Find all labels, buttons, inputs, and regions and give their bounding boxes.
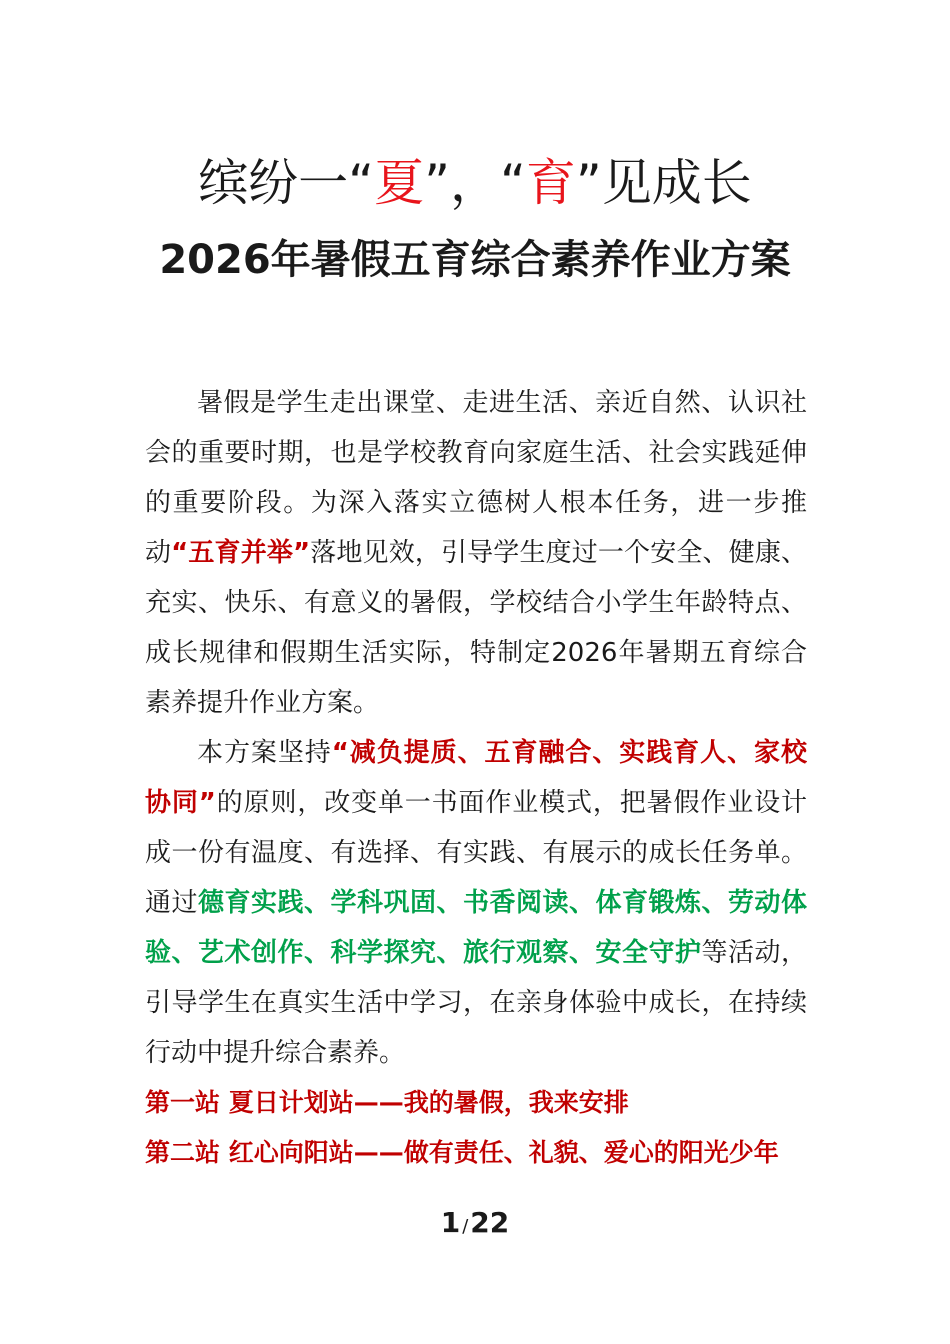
document-title-line1 [0, 148, 950, 218]
page-separator: / [462, 1216, 469, 1237]
para1-emphasis-wuyu: “五育并举” [171, 538, 311, 568]
paragraph-intro [145, 378, 807, 728]
station-heading-1: 第一站 夏日计划站——我的暑假，我来安排 [145, 1088, 629, 1117]
title-highlight-xia: 夏 [374, 154, 425, 212]
title-part-a: 缤纷一“ [198, 154, 375, 212]
document-body [145, 378, 807, 1178]
para2-text-2: 的原则，改变单一书面作业模式，把暑假作业设计成一份有温度、有选择、有实践、有展示的成长任务单。通过 [145, 788, 807, 918]
para2-emphasis-activities: 德育实践、学科巩固、书香阅读、体育锻炼、劳动体验、艺术创作、科学探究、旅行观察、安全守护 [145, 888, 807, 968]
para1-text-2: 落地见效，引导学生度过一个安全、健康、充实、快乐、有意义的暑假，学校结合小学生年龄特点、成长规律和假期生活实际，特制定2026年暑期五育综合素养提升作业方案。 [145, 538, 807, 718]
page-current: 1 [440, 1206, 461, 1239]
para2-emphasis-principles: “减负提质、五育融合、实践育人、家校协同” [145, 738, 807, 818]
document-title-line2: 2026年暑假五育综合素养作业方案 [159, 237, 791, 283]
paragraph-principles [145, 728, 807, 1078]
station-heading-2: 第二站 红心向阳站——做有责任、礼貌、爱心的阳光少年 [145, 1138, 779, 1167]
title-highlight-yu: 育 [525, 154, 576, 212]
para2-text-3: 等活动，引导学生在真实生活中学习，在亲身体验中成长，在持续行动中提升综合素养。 [145, 938, 807, 1068]
title-part-c: ”，“ [424, 154, 526, 212]
page-number [0, 1206, 950, 1239]
para2-text-1: 本方案坚持 [197, 738, 332, 768]
page-total: 22 [470, 1206, 510, 1239]
title-part-e: ”见成长 [575, 154, 752, 212]
para1-text-1: 暑假是学生走出课堂、走进生活、亲近自然、认识社会的重要时期，也是学校教育向家庭生活、社会实践延伸的重要阶段。为深入落实立德树人根本任务，进一步推动 [145, 388, 807, 568]
